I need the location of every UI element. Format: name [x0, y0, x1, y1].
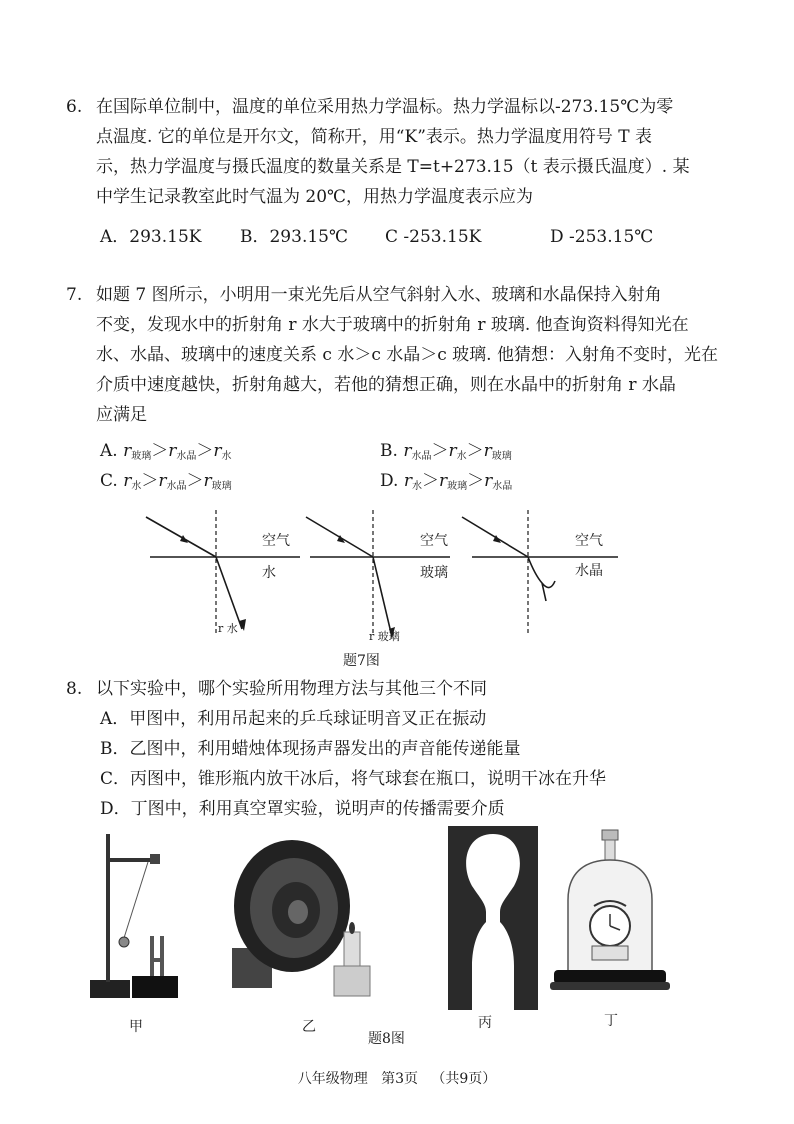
- air-label: 空气: [420, 533, 448, 549]
- question-7: [66, 280, 730, 430]
- refracted-ray-unknown: [528, 557, 555, 601]
- tuning-fork-pendulum-image: [80, 828, 190, 1008]
- question-number: 8.: [66, 679, 83, 699]
- option-b: B. $r_{水晶}>r_水>r_{玻璃}$: [380, 441, 512, 462]
- page-footer: [0, 1068, 794, 1088]
- figure-label-ding: 丁: [604, 1013, 618, 1029]
- question-7-options: [100, 436, 740, 496]
- refracted-ray: [216, 557, 242, 629]
- question-8: [66, 674, 730, 704]
- option-a: A. $r_{玻璃}>r_{水晶}>r_水$: [100, 441, 232, 462]
- question-line: 不变，发现水中的折射角 r 水大于玻璃中的折射角 r 玻璃. 他查询资料得知光在: [96, 315, 689, 335]
- question-number: 7.: [66, 285, 83, 305]
- question-6-options: [100, 222, 740, 252]
- option-c: C．丙图中，锥形瓶内放干冰后，将气球套在瓶口，说明干冰在升华: [100, 769, 607, 789]
- option-d: D. $r_水>r_{玻璃}>r_{水晶}$: [380, 471, 513, 492]
- question-line: 在国际单位制中，温度的单位采用热力学温标。热力学温标以-273.15℃为零: [96, 97, 674, 117]
- crystal-label: 水晶: [575, 563, 603, 579]
- question-line: 介质中速度越快，折射角越大，若他的猜想正确，则在水晶中的折射角 r 水晶: [96, 375, 676, 395]
- option-b: B．293.15℃: [240, 227, 348, 247]
- option-c: C -253.15K: [385, 227, 482, 247]
- glass-label: 玻璃: [420, 565, 448, 581]
- bell-jar-clock-image: [548, 826, 674, 1006]
- refracted-ray: [373, 557, 392, 637]
- figure-7-refraction-diagrams: [130, 505, 640, 645]
- air-label: 空气: [262, 533, 290, 549]
- option-d: D．丁图中，利用真空罩实验，说明声的传播需要介质: [100, 799, 505, 819]
- figure-label-bing: 丙: [478, 1015, 492, 1031]
- question-line: 水、水晶、玻璃中的速度关系 c 水＞c 水晶＞c 玻璃. 他猜想：入射角不变时，光在: [96, 345, 718, 365]
- figure-7-caption: 题7图: [343, 653, 380, 669]
- footer-page: 第3页: [381, 1071, 418, 1087]
- question-line: 以下实验中，哪个实验所用物理方法与其他三个不同: [96, 679, 487, 699]
- question-line: 点温度. 它的单位是开尔文，简称开，用“K”表示。热力学温度用符号 T 表: [96, 127, 653, 147]
- incident-ray: [146, 517, 216, 557]
- figure-label-jia: 甲: [129, 1019, 143, 1035]
- figure-8-caption: 题8图: [368, 1031, 405, 1047]
- flask-balloon-image: [448, 826, 538, 1010]
- question-number: 6.: [66, 97, 83, 117]
- air-label: 空气: [575, 533, 603, 549]
- question-line: 应满足: [96, 405, 147, 425]
- question-line: 中学生记录教室此时气温为 20℃，用热力学温度表示应为: [96, 187, 534, 207]
- question-6: [66, 92, 730, 212]
- speaker-candle-image: [222, 836, 392, 1006]
- angle-label: r 水: [218, 622, 238, 635]
- question-8-options: [100, 704, 740, 824]
- figure-label-yi: 乙: [302, 1019, 316, 1035]
- question-line: 示，热力学温度与摄氏温度的数量关系是 T=t+273.15（t 表示摄氏温度）. 某: [96, 157, 690, 177]
- footer-total: （共9页）: [431, 1071, 497, 1087]
- option-a: A．293.15K: [100, 227, 202, 247]
- footer-subject: 八年级物理: [297, 1071, 368, 1087]
- option-a: A．甲图中，利用吊起来的乒乓球证明音叉正在振动: [100, 709, 487, 729]
- question-line: 如题 7 图所示，小明用一束光先后从空气斜射入水、玻璃和水晶保持入射角: [96, 285, 662, 305]
- option-d: D -253.15℃: [550, 227, 654, 247]
- option-b: B．乙图中，利用蜡烛体现扬声器发出的声音能传递能量: [100, 739, 521, 759]
- angle-label: r 玻璃: [369, 630, 400, 643]
- option-c: C. $r_水>r_{水晶}>r_{玻璃}$: [100, 471, 232, 492]
- water-label: 水: [262, 565, 276, 581]
